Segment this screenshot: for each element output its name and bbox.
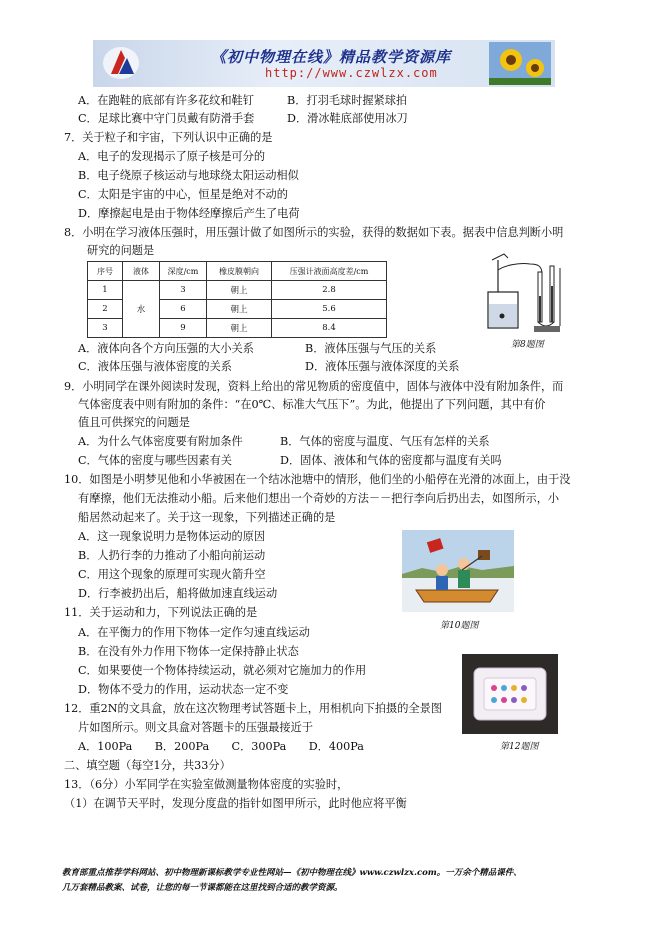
q9-option-a: A．为什么气体密度要有附加条件: [78, 435, 243, 448]
q8-option-d: D．液体压强与液体深度的关系: [305, 360, 460, 373]
q10-stem-line1: 10．如图是小明梦见他和小华被困在一个结冰池塘中的情形，他们坐的小船停在光滑的冰面上，由于没: [64, 473, 571, 486]
q9-option-d: D．固体、液体和气体的密度都与温度有关吗: [280, 454, 502, 467]
q7-option-d: D．摩擦起电是由于物体经摩擦后产生了电荷: [78, 207, 300, 220]
boat-on-ice-figure: [402, 530, 514, 612]
q11-option-d: D．物体不受力的作用，运动状态一定不变: [78, 683, 289, 696]
q9-stem-line3: 值且可供探究的问题是: [78, 416, 190, 429]
table-cell: 2: [88, 300, 123, 319]
table-cell: 9: [160, 319, 207, 338]
q9-stem-line1: 9．小明同学在课外阅读时发现，资料上给出的常见物质的密度值中，固体与液体中没有附加条件，而: [64, 380, 564, 393]
q6-option-a: A．在跑鞋的底部有许多花纹和鞋钉: [78, 94, 254, 107]
q12-options: A．100Pa B．200Pa C．300Pa D．400Pa: [78, 740, 364, 753]
table-cell: 3: [160, 281, 207, 300]
q13-stem-line2: （1）在调节天平时，发现分度盘的指针如图甲所示，此时他应将平衡: [64, 797, 407, 810]
q10-option-d: D．行李被扔出后，船将做加速直线运动: [78, 587, 278, 600]
q10-stem-line2: 有摩擦，他们无法推动小船。后来他们想出一个奇妙的方法－－把行李向后扔出去，如图所示，小: [78, 492, 560, 505]
q9-option-c: C．气体的密度与哪些因素有关: [78, 454, 232, 467]
table-cell: 1: [88, 281, 123, 300]
pencil-case-figure: [462, 654, 558, 734]
footer-line1: 教育部重点推荐学科网站、初中物理新课标教学专业性网站—《初中物理在线》www.czwlzx.com。一万余个精品课件、: [62, 868, 522, 878]
q12-stem-line2: 片如图所示。则文具盒对答题卡的压强最接近于: [78, 721, 313, 734]
q10-option-a: A．这一现象说明力是物体运动的原因: [78, 530, 266, 543]
q11-option-b: B．在没有外力作用下物体一定保持静止状态: [78, 645, 299, 658]
q10-option-c: C．用这个现象的原理可实现火箭升空: [78, 568, 266, 581]
q10-figure-caption: 第10题图: [440, 621, 479, 631]
q11-option-c: C．如果要使一个物体持续运动，就必须对它施加力的作用: [78, 664, 367, 677]
q6-option-b: B．打羽毛球时握紧球拍: [287, 94, 408, 107]
banner-title: 《初中物理在线》精品教学资源库: [211, 48, 452, 66]
q6-option-c: C．足球比赛中守门员戴有防滑手套: [78, 112, 255, 125]
q7-option-c: C．太阳是宇宙的中心，恒星是绝对不动的: [78, 188, 288, 201]
q8-stem-line1: 8．小明在学习液体压强时，用压强计做了如图所示的实验，获得的数据如下表。据表中信息判断小明: [64, 226, 564, 239]
q13-stem-line1: 13．（6分）小军同学在实验室做测量物体密度的实验时，: [64, 778, 349, 791]
sunflower-icon: [489, 42, 551, 85]
table-cell-liquid: 水: [123, 281, 160, 338]
table-cell: 3: [88, 319, 123, 338]
q8-data-table: [87, 261, 387, 338]
table-cell: 5.6: [272, 300, 387, 319]
section-heading-fill-in: 二、填空题（每空1分，共33分）: [64, 759, 231, 772]
footer-line2: 几万套精品教案、试卷，让您的每一节课都能在这里找到合适的教学资源。: [62, 883, 343, 893]
site-logo-icon: [101, 44, 141, 82]
q7-option-a: A．电子的发现揭示了原子核是可分的: [78, 150, 266, 163]
table-cell: 朝上: [207, 300, 272, 319]
banner-url[interactable]: http://www.czwlzx.com: [265, 66, 438, 80]
q8-stem-line2: 研究的问题是: [87, 244, 155, 257]
q12-stem-line1: 12．重2N的文具盒，放在这次物理考试答题卡上，用相机向下拍摄的全景图: [64, 702, 442, 715]
q8-option-b: B．液体压强与气压的关系: [305, 342, 437, 355]
table-row: [88, 281, 387, 300]
q12-figure-caption: 第12题图: [500, 742, 539, 752]
q10-option-b: B．人扔行李的力推动了小船向前运动: [78, 549, 266, 562]
table-header-row: [88, 262, 387, 281]
table-cell: 8.4: [272, 319, 387, 338]
q8-figure-caption: 第8题图: [511, 340, 544, 350]
q7-stem: 7．关于粒子和宇宙，下列认识中正确的是: [64, 131, 273, 144]
q6-option-d: D．滑冰鞋底部使用冰刀: [287, 112, 408, 125]
q8-option-c: C．液体压强与液体密度的关系: [78, 360, 232, 373]
q7-option-b: B．电子绕原子核运动与地球绕太阳运动相似: [78, 169, 299, 182]
q9-option-b: B．气体的密度与温度、气压有怎样的关系: [280, 435, 490, 448]
table-header-cell: 液体: [123, 262, 160, 281]
table-cell: 朝上: [207, 319, 272, 338]
table-cell: 2.8: [272, 281, 387, 300]
q9-stem-line2: 气体密度表中则有附加的条件：“在0℃、标准大气压下”。为此，他提出了下列问题，其中有价: [78, 398, 546, 411]
table-header-cell: 压强计液面高度差/cm: [272, 262, 387, 281]
table-cell: 朝上: [207, 281, 272, 300]
table-header-cell: 序号: [88, 262, 123, 281]
header-banner: [93, 40, 555, 87]
q11-stem: 11．关于运动和力，下列说法正确的是: [64, 606, 258, 619]
table-header-cell: 深度/cm: [160, 262, 207, 281]
q8-option-a: A．液体向各个方向压强的大小关系: [78, 342, 254, 355]
q10-stem-line3: 船居然动起来了。关于这一现象，下列描述正确的是: [78, 511, 336, 524]
pressure-gauge-figure: [484, 250, 576, 336]
table-header-cell: 橡皮膜朝向: [207, 262, 272, 281]
q11-option-a: A．在平衡力的作用下物体一定作匀速直线运动: [78, 626, 310, 639]
table-cell: 6: [160, 300, 207, 319]
